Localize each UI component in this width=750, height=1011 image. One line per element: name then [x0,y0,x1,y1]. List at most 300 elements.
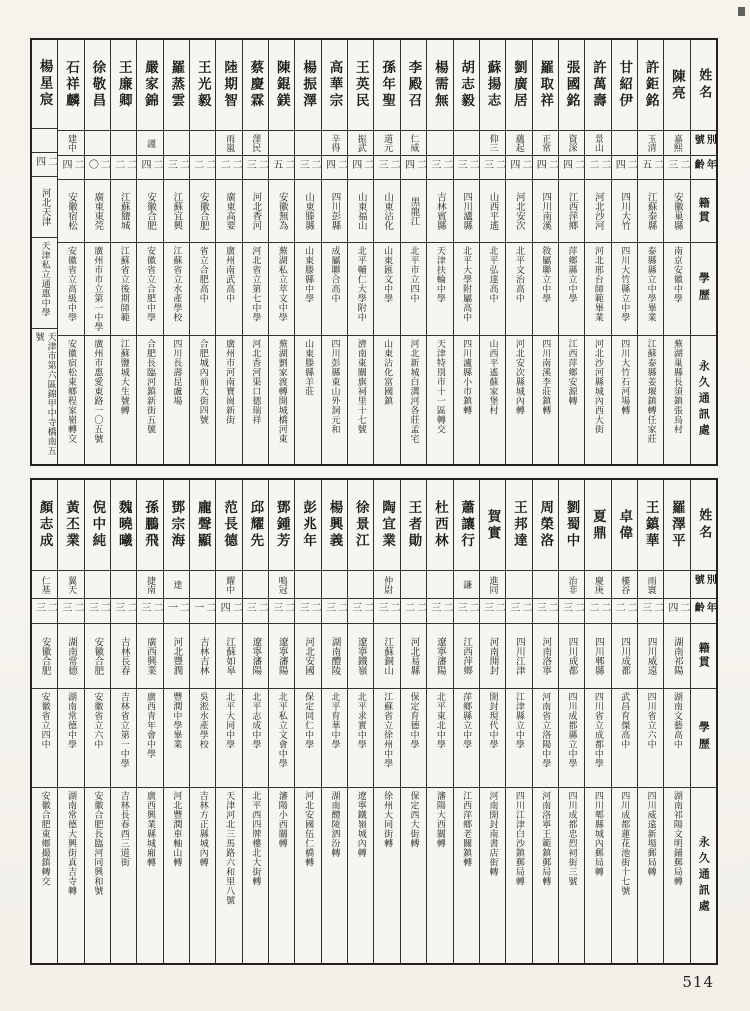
person-education: 江蘇省立水產學校 [164,242,189,335]
person-address: 蕪湖劉家渡轉開城橋河東 [269,335,294,464]
person-column [268,40,294,464]
person-column [242,480,268,963]
person-name: 王鎮華 [642,500,659,550]
person-column [400,40,426,464]
header-column [690,40,716,464]
person-alias: 雨嵐 [216,130,241,155]
person-column [321,40,347,464]
person-age: 二四 [401,155,426,179]
person-name: 倪中純 [89,500,106,550]
person-native: 河南洛寧 [533,623,558,688]
person-education: 萍鄉縣立中學 [454,688,479,787]
person-age: 二四 [559,155,584,179]
person-native: 湖南醴陵 [322,623,347,688]
person-alias [85,570,110,598]
person-column [189,480,215,963]
person-address: 瀋陽大西關轉 [427,787,452,963]
header-native-label: 籍貫 [691,623,716,688]
person-name: 羅取祥 [537,60,554,110]
person-education: 豐潤中學畢業 [164,688,189,787]
person-education: 成屬聯合高中 [322,242,347,335]
person-native: 安徽無為 [269,179,294,242]
person-address: 廣西興業縣城廂轉 [137,787,162,963]
person-column [57,40,83,464]
header-education-label: 學歷 [691,688,716,787]
person-alias [427,130,452,155]
roster-table-bottom [30,478,718,965]
person-column [453,480,479,963]
header-age-label: 年齡 [691,598,716,623]
person-column [584,480,610,963]
person-education: 山東滕縣中學 [295,242,320,335]
person-alias [190,130,215,155]
person-column [242,40,268,464]
person-column [505,40,531,464]
person-age: 二三 [32,598,57,623]
person-address: 四川成都蓮花池街十七號 [612,787,637,963]
person-native: 河北沙河 [585,179,610,242]
person-native: 四川成都 [612,623,637,688]
person-alias: 仁基 [32,570,57,598]
person-address: 山東沾化富國鎮 [374,335,399,464]
person-column [532,40,558,464]
person-column [558,480,584,963]
person-name: 甘紹伊 [616,60,633,110]
person-name: 張國銘 [563,60,580,110]
person-education: 保定育德中學 [401,688,426,787]
person-education: 泰縣縣立中學畢業 [638,242,663,335]
header-education-label: 學歷 [691,242,716,335]
person-alias [322,570,347,598]
person-address: 徐州大同街轉 [374,787,399,963]
page-number: 514 [682,973,714,991]
person-address: 合肥城內前大街四號 [190,335,215,464]
person-alias [269,130,294,155]
person-address: 河北安國伍仁橋轉 [295,787,320,963]
person-alias [612,130,637,155]
person-native: 湖南祁陽 [664,623,689,688]
person-native: 河北香河 [243,179,268,242]
person-address: 蕪湖巢縣長須鎮張烏村 [664,335,689,464]
person-name: 高華宗 [326,60,343,110]
person-education: 安徽省立六中 [85,688,110,787]
person-alias [85,130,110,155]
person-name: 蕭讓行 [458,500,475,550]
person-alias [243,570,268,598]
person-alias: 樓谷 [612,570,637,598]
person-native: 四川威遠 [638,623,663,688]
person-age: 二四 [322,155,347,179]
roster-table-top [30,38,718,466]
person-education: 吉林省立第一中學 [111,688,136,787]
person-education: 北平私立文會中學 [269,688,294,787]
person-address: 河北沙河縣城內西大街 [585,335,610,464]
person-education: 北平弘達高中 [480,242,505,335]
person-address: 江蘇泰縣姜堰鎮轉任家莊 [638,335,663,464]
person-native: 吉林長春 [111,623,136,688]
person-alias [295,130,320,155]
person-education: 四川成都縣立中學 [559,688,584,787]
person-name: 許萬壽 [589,60,606,110]
person-name: 杜西林 [431,500,448,550]
person-address: 吉林長春西三道街 [111,787,136,963]
person-age: 二二 [190,155,215,179]
person-alias [32,128,57,153]
person-native: 山東滕縣 [295,179,320,242]
person-alias [454,130,479,155]
person-age: 二四 [664,598,689,623]
person-address: 四川長壽昆盧場 [164,335,189,464]
person-education: 北平求實中學 [348,688,373,787]
person-address: 河南開封南書店街轉 [480,787,505,963]
person-education: 河南省立洛陽中學 [533,688,558,787]
person-column [347,480,373,963]
person-native: 吉林賓縣 [427,179,452,242]
person-column [584,40,610,464]
person-native: 吉林吉林 [190,623,215,688]
person-education: 南京安徽中學 [664,242,689,335]
person-address: 濟南東關旗祠里十七號 [348,335,373,464]
person-name: 陸期智 [221,60,238,110]
person-native: 江蘇如皋 [216,623,241,688]
person-age: 二三 [374,598,399,623]
person-name: 蘇揚志 [484,60,501,110]
person-age: 二四 [348,155,373,179]
person-column [189,40,215,464]
person-column [637,40,663,464]
person-column [479,480,505,963]
person-name: 龐聲顯 [194,500,211,550]
person-name: 魏曉曦 [115,500,132,550]
person-age: 二三 [111,598,136,623]
person-age: 二三 [506,598,531,623]
person-age: 二三 [664,155,689,179]
person-education: 北平文治高中 [506,242,531,335]
person-column [163,480,189,963]
person-education: 江蘇省立後期師範 [111,242,136,335]
person-column [347,40,373,464]
person-address: 合肥長臨河鎮新街五號 [137,335,162,464]
person-age: 二二 [216,155,241,179]
person-address: 江蘇鹽城大生號轉 [111,335,136,464]
person-column [57,480,83,963]
person-age: 二三 [58,598,83,623]
person-alias: 鳴冠 [269,570,294,598]
person-address: 四川成都忠烈祠街三號 [559,787,584,963]
person-column [373,480,399,963]
person-name: 羅蒸雲 [168,60,185,110]
person-column [373,40,399,464]
person-address: 吉林方正縣城內轉 [190,787,215,963]
person-age: 二四 [533,155,558,179]
person-alias: 耀中 [216,570,241,598]
person-name: 蔡慶霖 [247,60,264,110]
header-alias-label: 別號 [691,570,716,598]
person-age: 二三 [638,598,663,623]
person-alias: 治非 [559,570,584,598]
person-native: 河北安國 [295,623,320,688]
person-column [611,480,637,963]
person-alias [533,570,558,598]
person-native: 遼寧鐵嶺 [348,623,373,688]
person-education: 湖南常德中學 [58,688,83,787]
person-alias: 道元 [374,130,399,155]
person-education: 蕪湖私立萃文中學 [269,242,294,335]
person-name: 楊需無 [431,60,448,110]
person-column [426,40,452,464]
person-name: 胡志毅 [458,60,475,110]
person-age: 二三 [243,598,268,623]
header-alias-label: 別號 [691,130,716,155]
person-native: 安徽合肥 [85,623,110,688]
person-native: 江西萍鄉 [559,179,584,242]
person-education: 北平市立四中 [401,242,426,335]
person-name: 孫鵬飛 [142,500,159,550]
person-name: 楊星宸 [36,59,53,109]
person-native: 安徽宿松 [58,179,83,242]
scan-artifact [738,7,745,16]
header-native-label: 籍貫 [691,179,716,242]
person-column [136,480,162,963]
person-age: 二三 [322,598,347,623]
person-education: 江津縣立中學 [506,688,531,787]
person-address: 河南洛寧王範鎮郵局轉 [533,787,558,963]
person-alias [295,570,320,598]
person-address: 四川南溪李莊鎮轉 [533,335,558,464]
person-alias: 捷南 [137,570,162,598]
person-education: 吳淞水產學校 [190,688,215,787]
person-age: 二三 [243,155,268,179]
person-column [479,40,505,464]
person-alias: 仲尉 [374,570,399,598]
person-native: 河北安次 [506,179,531,242]
person-education: 安徽省立四中 [32,688,57,787]
person-alias [427,570,452,598]
person-address: 河北新城白溝河各莊孟宅 [401,335,426,464]
person-age: 二三 [164,155,189,179]
person-age: 二三 [137,598,162,623]
person-address: 山西平遙蘇家堡村 [480,335,505,464]
person-column [558,40,584,464]
person-address: 湖南常德大興街真吉寺轉 [58,787,83,963]
person-age: 二四 [612,155,637,179]
person-column [426,480,452,963]
person-native: 安徽合肥 [32,623,57,688]
person-age: 二一 [190,598,215,623]
person-column [321,480,347,963]
person-age: 二三 [480,155,505,179]
person-native: 安徽巢縣 [664,179,689,242]
person-education: 北平輔仁大學附中 [348,242,373,335]
person-alias: 謙 [454,570,479,598]
person-education: 湖南文藝高中 [664,688,689,787]
person-column [637,480,663,963]
person-age: 二〇 [85,155,110,179]
person-column [505,480,531,963]
person-native: 河南開封 [480,623,505,688]
person-name: 賀實 [484,508,501,542]
person-education: 安徽省立高級中學 [58,242,83,335]
person-column [110,40,136,464]
person-alias: 辛得 [322,130,347,155]
person-education: 廣州市市立第一中學 [85,242,110,335]
person-address: 遼寧鐵嶺城內轉 [348,787,373,963]
person-name: 王者勛 [405,500,422,550]
person-alias: 進同 [480,570,505,598]
person-address: 四川江津白沙鎮郵局轉 [506,787,531,963]
person-column [532,480,558,963]
person-address: 江西萍鄉安源轉 [559,335,584,464]
person-education: 河北邢台師範畢業 [585,242,610,335]
person-age: 二三 [427,598,452,623]
person-age: 二三 [427,155,452,179]
person-age: 二三 [295,598,320,623]
person-native: 廣東東莞 [85,179,110,242]
person-education: 保定同仁中學 [295,688,320,787]
person-education: 北平志成中學 [243,688,268,787]
person-name: 許鉅銘 [642,60,659,110]
person-native: 江蘇鹽城 [111,179,136,242]
person-alias: 達 [164,570,189,598]
person-native: 河北豐潤 [164,623,189,688]
person-age: 二三 [374,155,399,179]
person-native: 山西平遙 [480,179,505,242]
person-column [400,480,426,963]
person-name: 羅澤平 [668,500,685,550]
person-native: 江西萍鄉 [454,623,479,688]
person-alias: 景山 [585,130,610,155]
person-name: 卓偉 [616,508,633,542]
person-education: 敘屬聯立中學 [533,242,558,335]
person-address: 保定西大街轉 [401,787,426,963]
person-alias [401,570,426,598]
person-name: 鄧鍾芳 [273,500,290,550]
person-education: 開封現代中學 [480,688,505,787]
person-name: 徐敬昌 [89,60,106,110]
person-alias: 仰三 [480,130,505,155]
person-column [215,40,241,464]
person-education: 萍鄉縣立中學 [559,242,584,335]
person-age: 二三 [454,598,479,623]
person-alias: 慶庚 [585,570,610,598]
person-alias: 雨寰 [638,570,663,598]
person-column [268,480,294,963]
header-address-label: 永久通訊處 [691,335,716,464]
person-address: 安徽合肥長臨河同興和號 [85,787,110,963]
person-native: 河北易縣 [401,623,426,688]
person-address: 北平西四牌樓北大街轉 [243,787,268,963]
person-column [294,40,320,464]
person-age: 二三 [480,598,505,623]
person-education: 四川省立六中 [638,688,663,787]
person-name: 夏鼎 [589,508,606,542]
person-native: 河北天津 [32,176,57,237]
person-alias: 澤民 [243,130,268,155]
person-column [32,480,57,963]
person-alias [348,570,373,598]
person-column [163,40,189,464]
person-education: 天津扶輪中學 [427,242,452,335]
header-name-label: 姓名 [696,68,712,102]
person-column [84,40,110,464]
person-native: 遼寧瀋陽 [427,623,452,688]
person-address: 瀋陽小西關轉 [269,787,294,963]
header-column [690,480,716,963]
person-column [110,480,136,963]
person-name: 范長德 [221,500,238,550]
person-age: 二二 [401,598,426,623]
person-age: 二四 [58,155,83,179]
person-native: 安徽合肥 [190,179,215,242]
person-alias [506,570,531,598]
person-education: 北平育華中學 [322,688,347,787]
person-age: 二二 [585,155,610,179]
person-name: 劉廣居 [510,60,527,110]
person-column [32,40,57,464]
person-address: 安徽宿松東鄉程家嶺轉交 [58,335,83,464]
person-age: 二三 [559,598,584,623]
header-address-label: 永久通訊處 [691,787,716,963]
person-name: 李殿召 [405,60,422,110]
person-name: 嚴家錦 [142,60,159,110]
person-address: 河北安次縣城內轉 [506,335,531,464]
person-education: 山東匯文中學 [374,242,399,335]
person-name: 王光毅 [194,60,211,110]
person-native: 廣東高要 [216,179,241,242]
person-column [84,480,110,963]
person-name: 陶宜業 [379,500,396,550]
person-name: 石祥麟 [63,60,80,110]
person-native: 四川瀘縣 [454,179,479,242]
person-age: 二四 [137,155,162,179]
person-education: 武昌育傑高中 [612,688,637,787]
person-name: 彭兆年 [300,500,317,550]
person-name: 王邦達 [510,500,527,550]
person-age: 二三 [533,598,558,623]
person-name: 楊振澤 [300,60,317,110]
person-native: 遼寧瀋陽 [243,623,268,688]
person-name: 徐景江 [352,500,369,550]
person-column [136,40,162,464]
person-education: 江蘇省立徐州中學 [374,688,399,787]
person-education: 安徽省立合肥中學 [137,242,162,335]
person-alias: 蘊起 [506,130,531,155]
header-name-label: 姓名 [696,508,712,542]
person-address: 四川郫縣城內郵局轉 [585,787,610,963]
person-native: 江蘇泰縣 [638,179,663,242]
person-alias [190,570,215,598]
person-alias: 振武 [348,130,373,155]
person-native: 四川江津 [506,623,531,688]
person-address: 河北香河渠口德瑞祥 [243,335,268,464]
person-age: 二五 [638,155,663,179]
person-column [294,480,320,963]
person-age: 二四 [32,152,57,176]
person-age: 二五 [269,155,294,179]
person-address: 天津河北三馬路六和里八號 [216,787,241,963]
person-name: 陳錕鎂 [273,60,290,110]
person-age: 二二 [585,598,610,623]
person-column [663,480,689,963]
person-native: 四川南溪 [533,179,558,242]
person-name: 王英民 [352,60,369,110]
person-address: 山東滕縣羊莊 [295,335,320,464]
person-native: 黑龍江 [401,179,426,242]
person-name: 孫年聖 [379,60,396,110]
person-age: 二二 [111,155,136,179]
person-column [215,480,241,963]
header-age-label: 年齡 [691,155,716,179]
